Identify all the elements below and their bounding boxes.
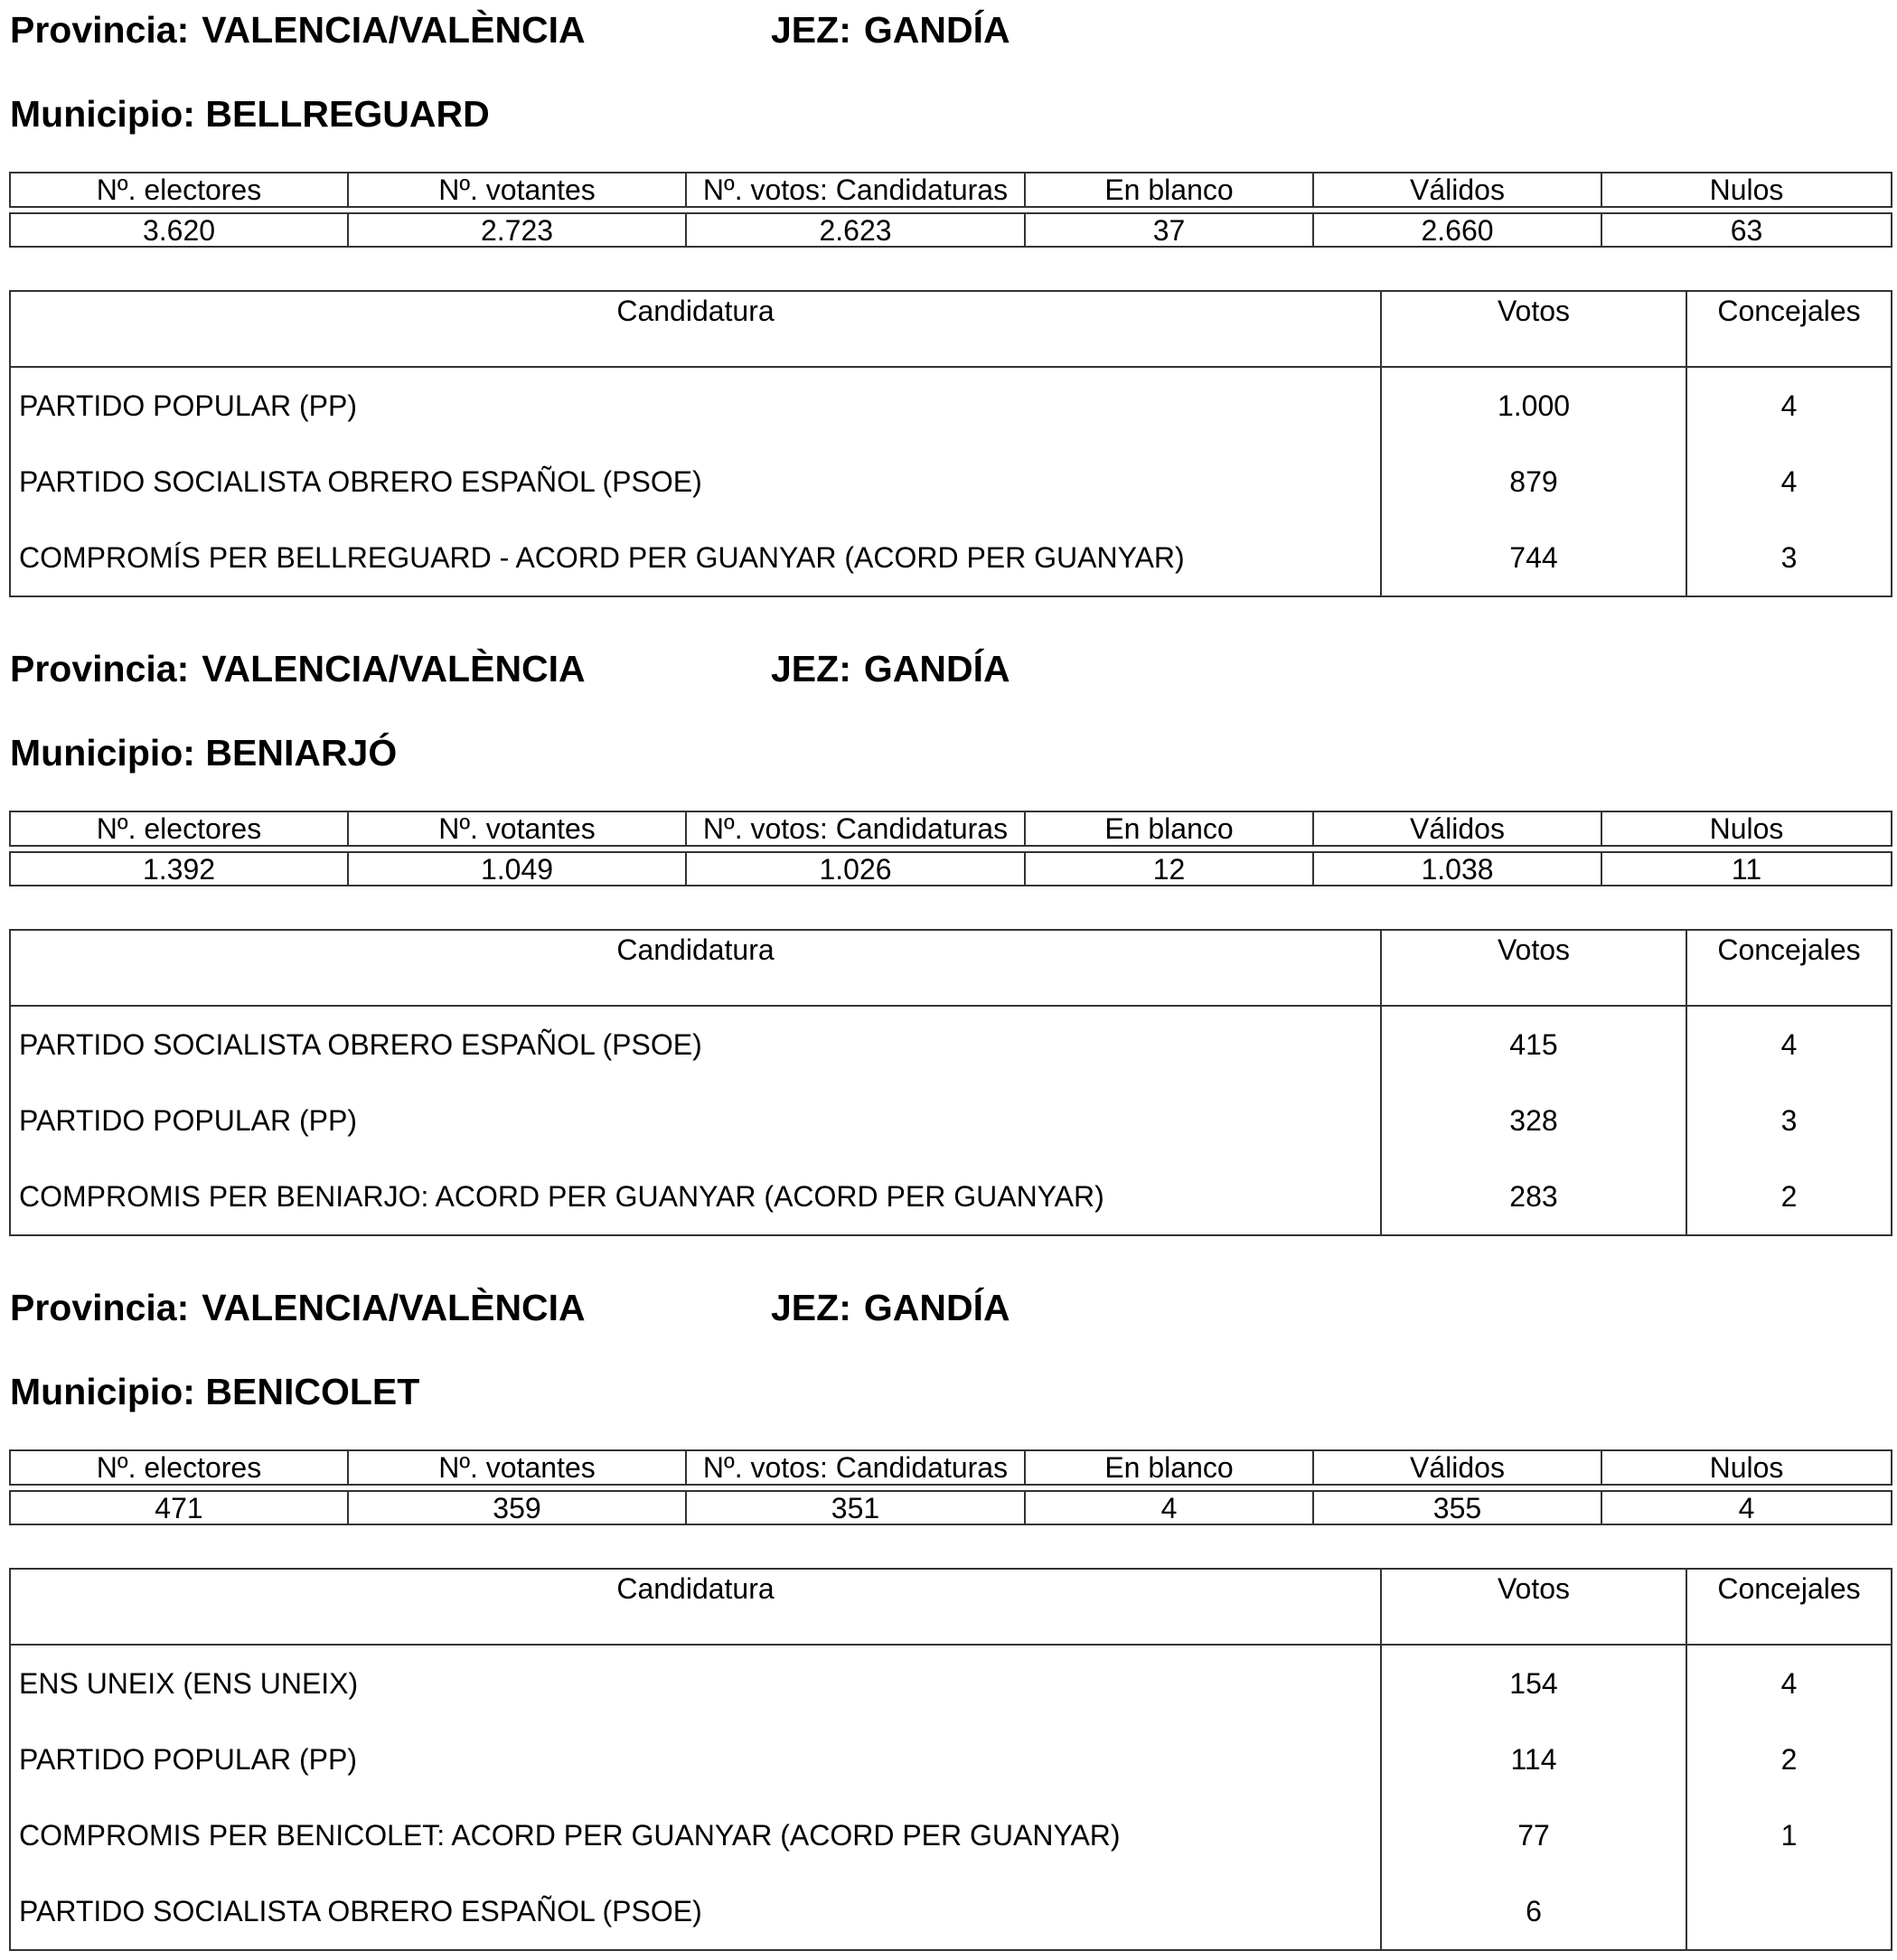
header-votos: Votos — [1381, 930, 1686, 1006]
value-validos: 2.660 — [1313, 213, 1601, 247]
header-votos: Votos — [1381, 291, 1686, 367]
municipio-value: BELLREGUARD — [205, 93, 490, 135]
candidaturas-header-row — [10, 291, 1892, 367]
provincia-label: Provincia: — [10, 1287, 190, 1328]
provincia-value: VALENCIA/VALÈNCIA — [202, 1287, 586, 1328]
header-votos: Votos — [1381, 1569, 1686, 1645]
candidatura-row — [10, 1158, 1892, 1235]
header-votos-candidaturas: Nº. votos: Candidaturas — [686, 1450, 1025, 1485]
header-candidatura: Candidatura — [10, 1569, 1381, 1645]
candidatura-name: PARTIDO POPULAR (PP) — [10, 1721, 1381, 1797]
candidatura-votes: 415 — [1381, 1006, 1686, 1083]
value-electores: 3.620 — [10, 213, 348, 247]
provincia-label: Provincia: — [10, 648, 190, 689]
municipio-line — [10, 93, 490, 135]
header-concejales: Concejales — [1686, 291, 1892, 367]
candidatura-concejales: 4 — [1686, 1645, 1892, 1721]
header-electores: Nº. electores — [10, 173, 348, 207]
header-votos-candidaturas: Nº. votos: Candidaturas — [686, 173, 1025, 207]
candidatura-name: PARTIDO POPULAR (PP) — [10, 1083, 1381, 1158]
header-votantes: Nº. votantes — [348, 1450, 686, 1485]
stats-table — [9, 172, 1892, 248]
candidatura-row — [10, 444, 1892, 520]
value-votos-candidaturas: 351 — [686, 1491, 1025, 1524]
municipio-value: BENICOLET — [205, 1371, 420, 1412]
municipio-label: Municipio: — [10, 93, 195, 135]
candidatura-votes: 744 — [1381, 520, 1686, 596]
candidatura-concejales — [1686, 1873, 1892, 1950]
jez-value: GANDÍA — [863, 9, 1010, 51]
value-nulos: 4 — [1601, 1491, 1892, 1524]
value-electores: 1.392 — [10, 852, 348, 886]
header-nulos: Nulos — [1601, 173, 1892, 207]
candidatura-concejales: 4 — [1686, 367, 1892, 444]
municipio-label: Municipio: — [10, 732, 195, 774]
header-nulos: Nulos — [1601, 811, 1892, 846]
value-votos-candidaturas: 1.026 — [686, 852, 1025, 886]
header-candidatura: Candidatura — [10, 930, 1381, 1006]
provincia-label: Provincia: — [10, 9, 190, 51]
stats-header-row — [10, 811, 1892, 846]
header-concejales: Concejales — [1686, 1569, 1892, 1645]
candidaturas-table — [9, 290, 1892, 597]
value-votos-candidaturas: 2.623 — [686, 213, 1025, 247]
candidatura-votes: 6 — [1381, 1873, 1686, 1950]
value-en-blanco: 37 — [1025, 213, 1313, 247]
municipio-section-bellreguard — [0, 0, 1897, 640]
candidatura-name: PARTIDO SOCIALISTA OBRERO ESPAÑOL (PSOE) — [10, 1873, 1381, 1950]
header-votos-candidaturas: Nº. votos: Candidaturas — [686, 811, 1025, 846]
candidatura-concejales: 2 — [1686, 1158, 1892, 1235]
stats-values-row — [10, 852, 1892, 886]
candidatura-concejales: 1 — [1686, 1797, 1892, 1873]
candidatura-row — [10, 520, 1892, 596]
header-concejales: Concejales — [1686, 930, 1892, 1006]
candidatura-name: PARTIDO POPULAR (PP) — [10, 367, 1381, 444]
jez-label: JEZ: — [771, 1287, 851, 1328]
candidatura-concejales: 4 — [1686, 1006, 1892, 1083]
value-votantes: 2.723 — [348, 213, 686, 247]
candidatura-name: PARTIDO SOCIALISTA OBRERO ESPAÑOL (PSOE) — [10, 444, 1381, 520]
candidatura-concejales: 2 — [1686, 1721, 1892, 1797]
header-validos: Válidos — [1313, 173, 1601, 207]
stats-table — [9, 811, 1892, 886]
stats-values-row — [10, 213, 1892, 247]
jez-label: JEZ: — [771, 9, 851, 51]
header-candidatura: Candidatura — [10, 291, 1381, 367]
candidatura-name: ENS UNEIX (ENS UNEIX) — [10, 1645, 1381, 1721]
candidatura-row — [10, 367, 1892, 444]
candidatura-row — [10, 1083, 1892, 1158]
stats-header-row — [10, 173, 1892, 207]
jez-label: JEZ: — [771, 648, 851, 689]
provincia-value: VALENCIA/VALÈNCIA — [202, 648, 586, 689]
municipio-section-beniarjo — [0, 639, 1897, 1279]
header-electores: Nº. electores — [10, 811, 348, 846]
value-validos: 355 — [1313, 1491, 1601, 1524]
candidatura-votes: 77 — [1381, 1797, 1686, 1873]
candidatura-name: PARTIDO SOCIALISTA OBRERO ESPAÑOL (PSOE) — [10, 1006, 1381, 1083]
candidatura-votes: 283 — [1381, 1158, 1686, 1235]
value-validos: 1.038 — [1313, 852, 1601, 886]
municipio-label: Municipio: — [10, 1371, 195, 1412]
candidatura-name: COMPROMIS PER BENIARJO: ACORD PER GUANYAR (ACORD PER GUANYAR) — [10, 1158, 1381, 1235]
municipio-line — [10, 1371, 419, 1412]
value-votantes: 359 — [348, 1491, 686, 1524]
header-validos: Válidos — [1313, 811, 1601, 846]
stats-values-row — [10, 1491, 1892, 1524]
candidaturas-table — [9, 1568, 1892, 1951]
header-electores: Nº. electores — [10, 1450, 348, 1485]
candidaturas-table — [9, 929, 1892, 1236]
candidatura-row — [10, 1797, 1892, 1873]
candidaturas-header-row — [10, 930, 1892, 1006]
stats-header-row — [10, 1450, 1892, 1485]
candidaturas-header-row — [10, 1569, 1892, 1645]
header-en-blanco: En blanco — [1025, 811, 1313, 846]
value-en-blanco: 4 — [1025, 1491, 1313, 1524]
value-electores: 471 — [10, 1491, 348, 1524]
provincia-value: VALENCIA/VALÈNCIA — [202, 9, 586, 51]
municipio-value: BENIARJÓ — [205, 732, 398, 774]
value-votantes: 1.049 — [348, 852, 686, 886]
value-nulos: 11 — [1601, 852, 1892, 886]
candidatura-row — [10, 1006, 1892, 1083]
jez-value: GANDÍA — [863, 648, 1010, 689]
candidatura-votes: 328 — [1381, 1083, 1686, 1158]
candidatura-votes: 114 — [1381, 1721, 1686, 1797]
municipio-section-benicolet — [0, 1278, 1897, 1960]
header-votantes: Nº. votantes — [348, 173, 686, 207]
value-en-blanco: 12 — [1025, 852, 1313, 886]
candidatura-concejales: 3 — [1686, 520, 1892, 596]
candidatura-name: COMPROMÍS PER BELLREGUARD - ACORD PER GUANYAR (ACORD PER GUANYAR) — [10, 520, 1381, 596]
stats-table — [9, 1449, 1892, 1525]
value-nulos: 63 — [1601, 213, 1892, 247]
candidatura-votes: 1.000 — [1381, 367, 1686, 444]
header-votantes: Nº. votantes — [348, 811, 686, 846]
header-en-blanco: En blanco — [1025, 1450, 1313, 1485]
candidatura-concejales: 3 — [1686, 1083, 1892, 1158]
candidatura-row — [10, 1721, 1892, 1797]
candidatura-votes: 879 — [1381, 444, 1686, 520]
candidatura-row — [10, 1645, 1892, 1721]
jez-value: GANDÍA — [863, 1287, 1010, 1328]
header-nulos: Nulos — [1601, 1450, 1892, 1485]
candidatura-name: COMPROMIS PER BENICOLET: ACORD PER GUANYAR (ACORD PER GUANYAR) — [10, 1797, 1381, 1873]
candidatura-votes: 154 — [1381, 1645, 1686, 1721]
candidatura-concejales: 4 — [1686, 444, 1892, 520]
header-validos: Válidos — [1313, 1450, 1601, 1485]
municipio-line — [10, 732, 397, 774]
candidatura-row — [10, 1873, 1892, 1950]
header-en-blanco: En blanco — [1025, 173, 1313, 207]
